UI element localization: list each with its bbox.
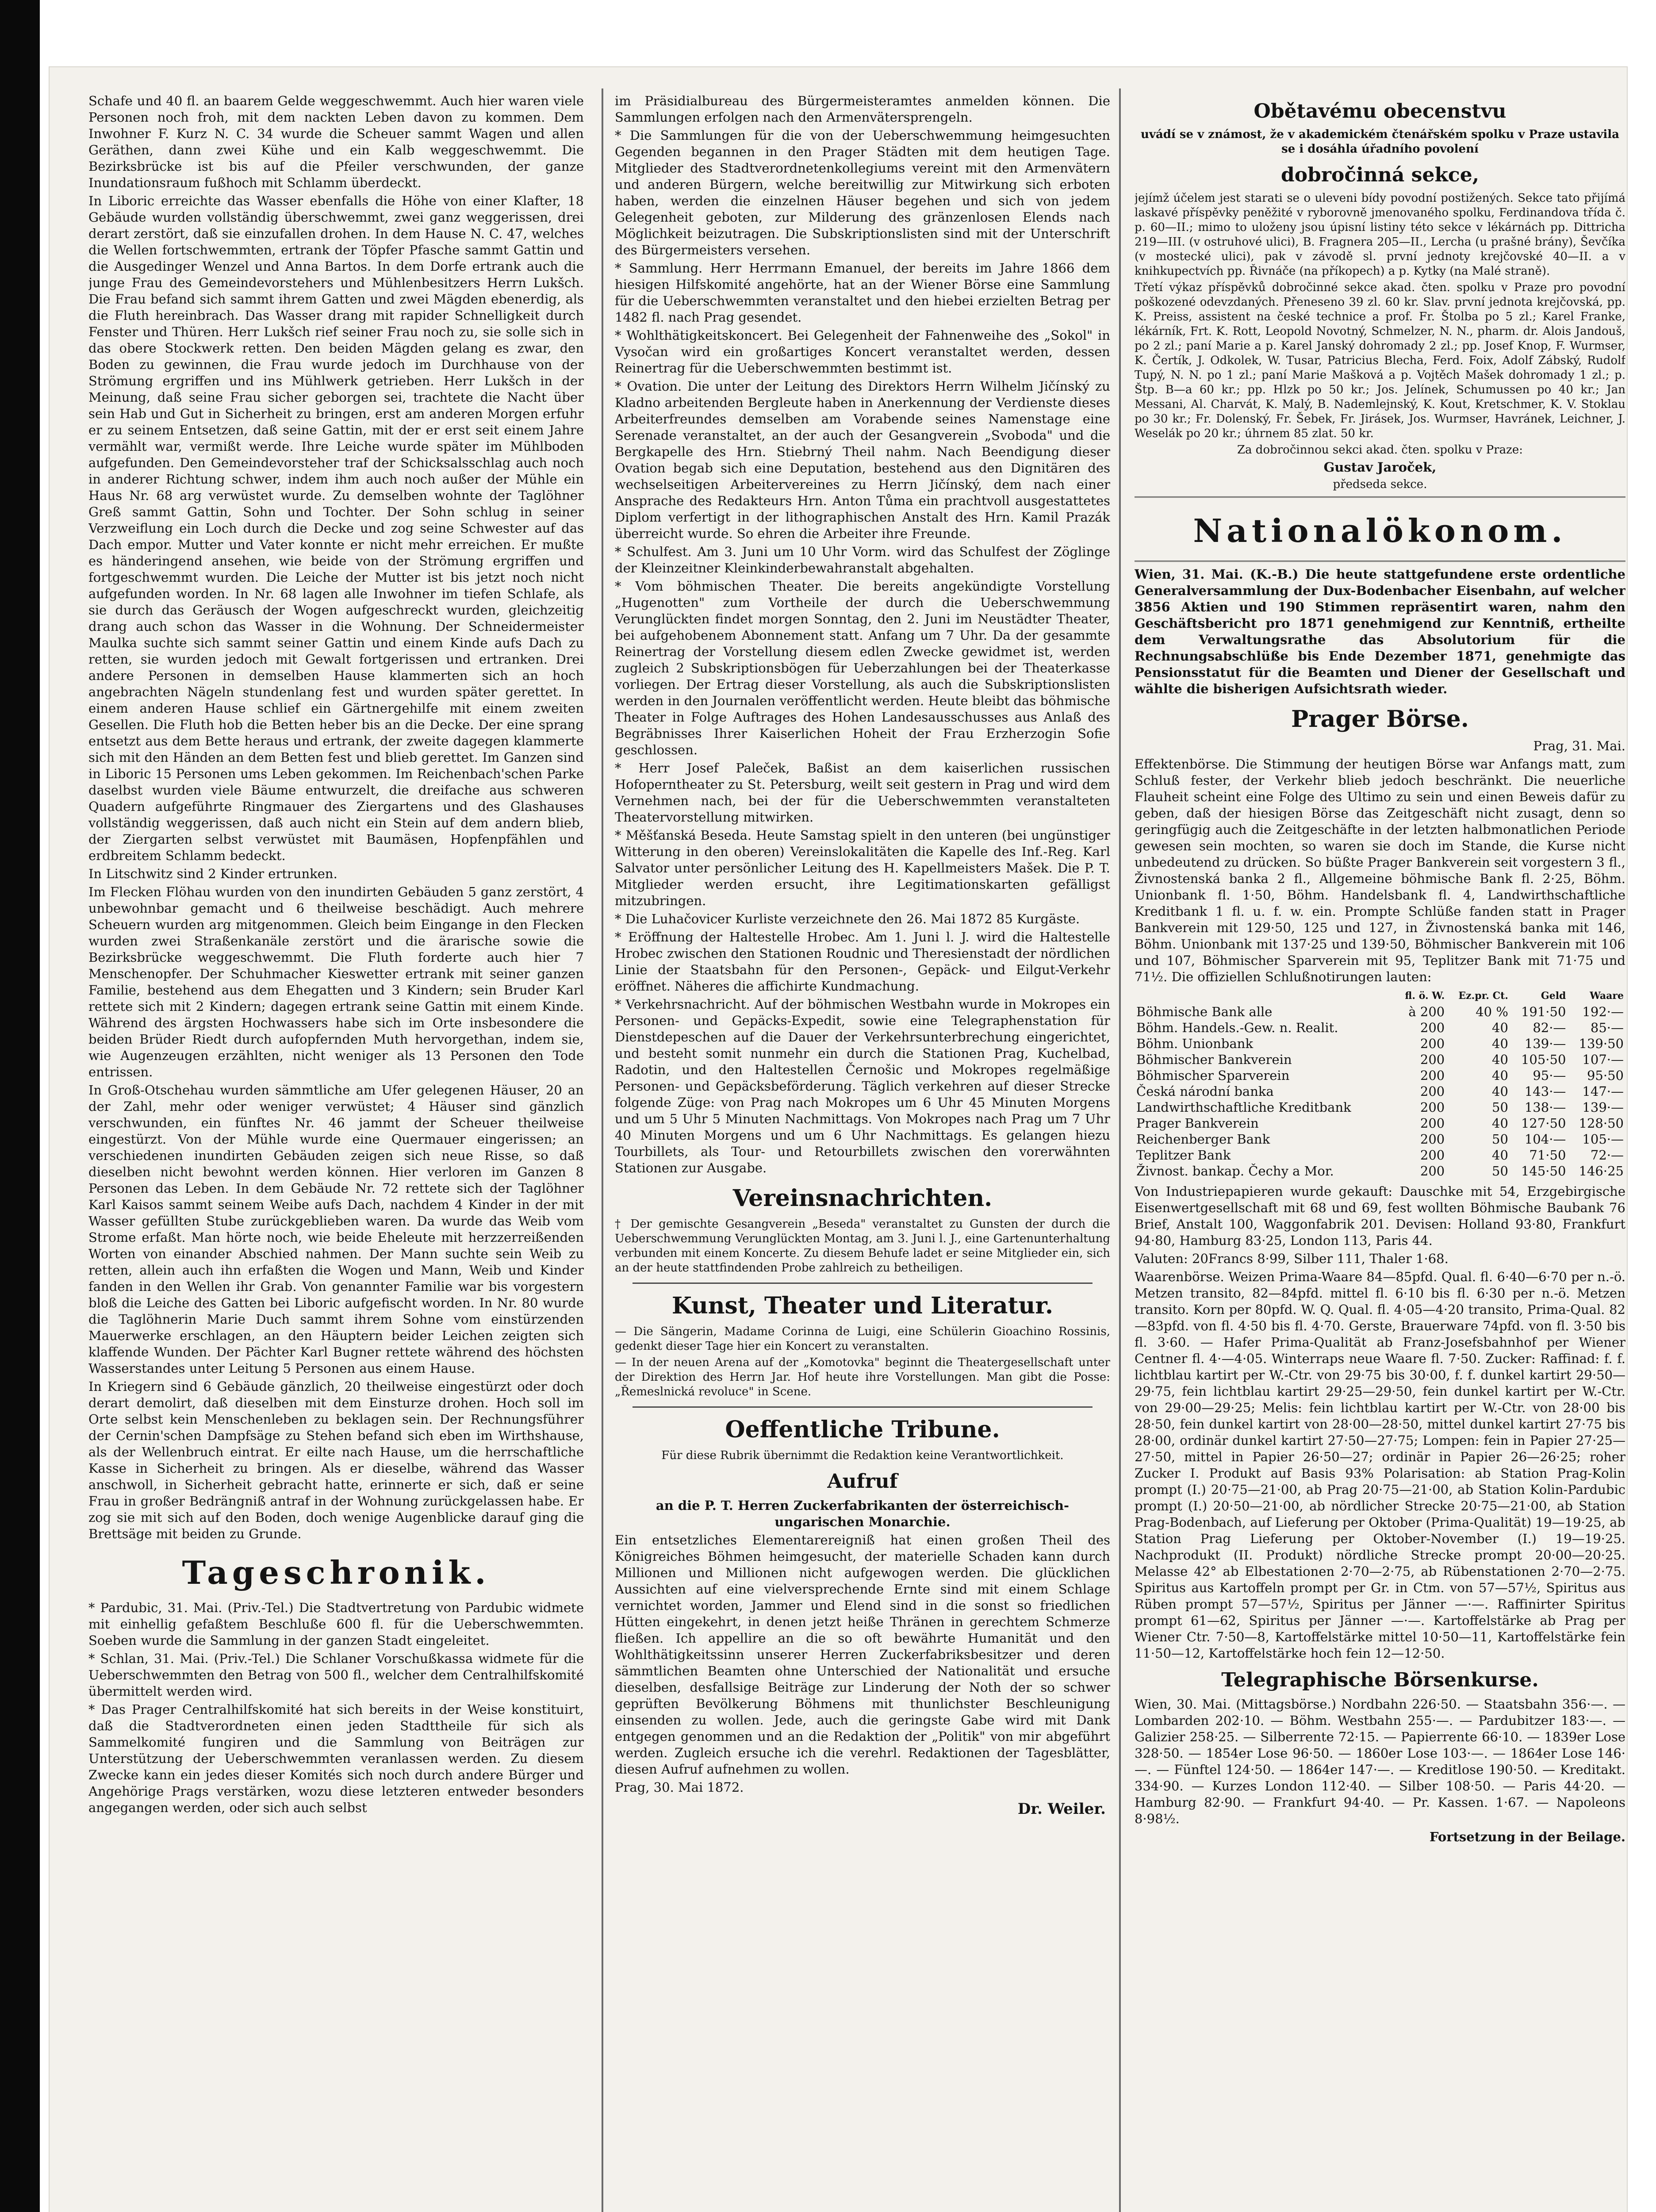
appeal-signature: Dr. Weiler. bbox=[1017, 1800, 1106, 1818]
notice-sign-intro: Za dobročinnou sekci akad. čten. spolku v Praze: bbox=[1237, 443, 1523, 457]
table-cell: 105·50 bbox=[1521, 1052, 1566, 1067]
table-cell: 147·— bbox=[1582, 1084, 1624, 1099]
news-item: — In der neuen Arena auf der „Komotovka" beginnt die Theatergesellschaft unter der Direktion des Herrn Jar. Hof heute ihre Vorstellungen. Man gibt die Posse: „Řemeslnická revoluce" in Scene. bbox=[615, 1356, 1110, 1398]
table-cell: 40 bbox=[1492, 1068, 1508, 1083]
table-cell: 200 bbox=[1420, 1020, 1445, 1035]
section-heading-telegraphic: Telegraphische Börsenkurse. bbox=[1221, 1669, 1539, 1691]
table-header-cell: Ez.pr. Ct. bbox=[1458, 990, 1508, 1002]
appeal-date: Prag, 30. Mai 1872. bbox=[615, 1780, 744, 1795]
scan-edge bbox=[0, 0, 40, 2212]
news-item: * Herr Josef Paleček, Baßist an dem kaiserlichen russischen Hofoperntheater zu St. Petersburg, weilt seit gestern in Prag und wird dem Vernehmen nach, bei der für die Ueberschwemmten veranstalteten Theatervorstellung mitwirken. bbox=[615, 760, 1110, 825]
table-cell: 200 bbox=[1420, 1148, 1445, 1163]
table-cell: 50 bbox=[1492, 1132, 1508, 1147]
table-cell: 85·— bbox=[1590, 1020, 1624, 1035]
table-header-cell: fl. ö. W. bbox=[1405, 990, 1445, 1002]
table-cell: 105·— bbox=[1582, 1132, 1624, 1147]
table-cell: 107·— bbox=[1582, 1052, 1624, 1067]
section-heading-prager-boerse: Prager Börse. bbox=[1291, 706, 1469, 733]
table-cell: 71·50 bbox=[1529, 1148, 1566, 1163]
table-cell: 95·— bbox=[1533, 1068, 1566, 1083]
notice-intro: uvádí se v známost, že v akademickém čtenářském spolku v Praze ustavila se i dosáhla úřadního povolení bbox=[1140, 128, 1620, 156]
table-cell: 128·50 bbox=[1579, 1116, 1624, 1131]
section-heading-vereinsnachrichten: Vereinsnachrichten. bbox=[732, 1185, 993, 1212]
news-item: * Die Luhačovicer Kurliste verzeichnete den 26. Mai 1872 85 Kurgäste. bbox=[615, 911, 1080, 926]
table-cell: 40 bbox=[1492, 1020, 1508, 1035]
notice-body: jejímž účelem jest starati se o uleveni bídy povodní postižených. Sekce tato přijímá laskavé příspěvky peněžité v ryborovně jmenovaného spolku, Ferdinandova třída č. p. 60—II.; mimo to uloženy jsou úpisní listiny této sekce v lékárnách pp. Dittricha 219—III. (v ostruhové ulici), B. Fragnera 205—II., Lercha (u prašné brány), Ševčíka (v mostecké ulici), pak v závodě sl. první jednoty krejčovské 40—II. a v knihkupectvích pp. Řivnáče (na příkopech) a p. Kytky (na Malé straně). bbox=[1135, 192, 1625, 278]
table-row bbox=[1135, 1115, 1625, 1131]
table-cell: 191·50 bbox=[1521, 1004, 1566, 1019]
table-row bbox=[1135, 1131, 1625, 1147]
table-row bbox=[1135, 1004, 1625, 1020]
article-paragraph: In Kriegern sind 6 Gebäude gänzlich, 20 theilweise eingestürzt oder doch derart demolirt, daß dieselben mit dem Einsturze drohen. Hoch soll im Orte selbst kein Menschenleben zu beklagen sein. Der Rechnungsführer der Cernin'schen Dampfsäge zu Stehen befand sich eben im Wirthshause, als der Wellenbruch eintrat. Er eilte nach Hause, um die herrschaftliche Kasse in Sicherheit zu bringen. Als er dieselbe, während das Wasser anschwoll, in Sicherheit gebracht hatte, erinnerte er sich, daß er seine Frau in großer Bedrängniß antraf in der Wohnung zurückgelassen habe. Er zog sie mit sich auf den Boden, doch wenige Augenblicke darauf ging die Brettsäge mit beiden zu Grunde. bbox=[88, 1379, 584, 1541]
editorial-note: Für diese Rubrik übernimmt die Redaktion keine Verantwortlichkeit. bbox=[661, 1449, 1064, 1462]
news-item: * Eröffnung der Haltestelle Hrobec. Am 1. Juni l. J. wird die Haltestelle Hrobec zwischen den Stationen Roudnic und Theresienstadt der nördlichen Linie der Staatsbahn für den Personen-, Gepäck- und Eilgut-Verkehr eröffnet. Näheres die affichirte Kundmachung. bbox=[615, 929, 1110, 994]
news-item: * Pardubic, 31. Mai. (Priv.-Tel.) Die Stadtvertretung von Pardubic widmete mit einhellig gefaßtem Beschluße 600 fl. für die Ueberschwemmten. Soeben wurde die Sammlung in der ganzen Stadt eingeleitet. bbox=[88, 1600, 584, 1648]
table-cell: 82·— bbox=[1533, 1020, 1566, 1035]
table-cell: 200 bbox=[1420, 1052, 1445, 1067]
table-cell: 50 bbox=[1492, 1164, 1508, 1179]
section-heading-tageschronik: Tageschronik. bbox=[182, 1554, 491, 1591]
table-cell: 200 bbox=[1420, 1116, 1445, 1131]
news-item: * Schlan, 31. Mai. (Priv.-Tel.) Die Schlaner Vorschußkassa widmete für die Ueberschwemmten den Betrag von 500 fl., welcher dem Centralhilfskomité übermittelt werden wird. bbox=[88, 1651, 584, 1699]
section-heading-nationaloekonom: Nationalökonom. bbox=[1193, 512, 1567, 549]
table-header-cell: Geld bbox=[1541, 990, 1566, 1002]
table-cell: 40 bbox=[1492, 1052, 1508, 1067]
article-paragraph: Im Flecken Flöhau wurden von den inundirten Gebäuden 5 ganz zerstört, 4 unbewohnbar gemacht und 6 theilweise beschädigt. Auch mehrere Scheuern wurden arg mitgenommen. Gleich beim Eingange in den Flecken wurden zwei Straßenkanäle zerstört und die ärarische sowie die Bezirksbrücke weggeschwemmt. Die Fluth forderte auch hier 7 Menschenopfer. Der Schuhmacher Kieswetter ertrank mit seiner ganzen Familie, bestehend aus dem Ehegatten und 3 Kindern; sein Bruder Karl rettete sich mit 2 Kindern; dagegen ertrank seine Gattin mit einem Kinde. Während des ärgsten Hochwassers habe sich im Orte insbesondere die beiden Brüder Riedt durch aufopfernden Muth hervorgethan, indem sie, wie Augenzeugen erzählten, nicht weniger als 13 Personen den Tode entrissen. bbox=[88, 884, 584, 1079]
notice-title: dobročinná sekce, bbox=[1280, 164, 1480, 186]
divider bbox=[632, 1406, 1092, 1408]
continuation-note: Fortsetzung in der Beilage. bbox=[1429, 1829, 1625, 1844]
table-cell: 200 bbox=[1420, 1084, 1445, 1099]
notice-signature: Gustav Jaroček, bbox=[1323, 460, 1437, 475]
table-cell: 200 bbox=[1420, 1132, 1445, 1147]
column-rule bbox=[602, 88, 603, 2212]
notice-sign-role: předseda sekce. bbox=[1333, 478, 1427, 491]
table-cell: 40 bbox=[1492, 1148, 1508, 1163]
appeal-body: Ein entsetzliches Elementarereigniß hat einen großen Theil des Königreiches Böhmen heimgesucht, der materielle Schaden kann durch Millionen und Millionen nicht aufgewogen werden. Die glücklichen Aussichten auf eine vielversprechende Ernte sind mit einem Schlage vernichtet worden, Jammer und Elend sind in die sonst so friedlichen Hütten eingekehrt, in denen jetzt heiße Thränen in gerechtem Schmerze fließen. Ich appellire an die so oft bewährte Humanität und den Wohlthätigkeitssinn unserer Herren Zuckerfabriksbesitzer und deren sämmtlichen Beamten ohne Unterschied der Nationalität und ersuche dieselben, desfallsige Beiträge zur Linderung der Noth der so schwer geprüften Bevölkerung Böhmens mit thunlichster Beschleunigung einsenden zu wollen. Jede, auch die geringste Gabe wird mit Dank entgegen genommen und an die Redaktion der „Politik" von mir abgeführt werden. Zugleich ersuche ich die verehrl. Redaktionen der Tagesblätter, diesen Aufruf aufnehmen zu wollen. bbox=[615, 1532, 1110, 1777]
table-cell: Böhmische Bank alle bbox=[1136, 1004, 1273, 1019]
table-cell: 138·— bbox=[1524, 1100, 1566, 1115]
dateline: Prag, 31. Mai. bbox=[1533, 738, 1625, 753]
quotes-table bbox=[1135, 988, 1625, 1179]
market-report: Von Industriepapieren wurde gekauft: Dauschke mit 54, Erzgebirgische Eisenwertgesellschaft mit 68 und 69, fest wollten Böhmische Baubank 76 Brief, Anstalt 100, Waggonfabrik 201. Devisen: Holland 93·80, Frankfurt 94·80, Hamburg 83·25, London 113, Paris 44. bbox=[1135, 1184, 1625, 1248]
table-cell: 40 bbox=[1492, 1084, 1508, 1099]
table-cell: 200 bbox=[1420, 1164, 1445, 1179]
appeal-subheading: an die P. T. Herren Zuckerfabrikanten der österreichisch-ungarischen Monarchie. bbox=[656, 1498, 1070, 1529]
article-paragraph: In Litschwitz sind 2 Kinder ertrunken. bbox=[88, 866, 337, 881]
news-item: * Wohlthätigkeitskoncert. Bei Gelegenheit der Fahnenweihe des „Sokol" in Vysočan wird ein großartiges Koncert veranstaltet werden, dessen Reinertrag für die Ueberschwemmten bestimmt ist. bbox=[615, 328, 1110, 376]
table-cell: 104·— bbox=[1524, 1132, 1566, 1147]
table-cell: Česká národní banka bbox=[1136, 1084, 1274, 1099]
column-left bbox=[88, 93, 584, 2212]
news-item: Wien, 31. Mai. (K.-B.) Die heute stattgefundene erste ordentliche Generalversammlung der Dux-Bodenbacher Eisenbahn, auf welcher 3856 Aktien und 190 Stimmen repräsentirt waren, nahm den Geschäftsbericht pro 1871 genehmigend zur Kenntniß, ertheilte dem Verwaltungsrathe das Absolutorium für die Rechnungsabschlüße bis Ende Dezember 1871, genehmigte das Pensionsstatut für die Beamten und Diener der Gesellschaft und wählte die bisherigen Aufsichtsrath wieder. bbox=[1135, 567, 1625, 696]
column-middle bbox=[615, 93, 1110, 2212]
table-row bbox=[1135, 1052, 1625, 1068]
table-row bbox=[1135, 1068, 1625, 1083]
news-item: im Präsidialbureau des Bürgermeisteramtes anmelden können. Die Sammlungen erfolgen nach den Armenvätersprengeln. bbox=[615, 93, 1110, 125]
notice-heading: Obětavému obecenstvu bbox=[1254, 100, 1506, 123]
table-cell: 127·50 bbox=[1521, 1116, 1566, 1131]
table-row bbox=[1135, 1020, 1625, 1036]
news-item: * Das Prager Centralhilfskomité hat sich bereits in der Weise konstituirt, daß die Stadtverordneten einen jeden Stadttheile für sich als Sammelkomité fungiren und die Sammlung von Beiträgen zur Unterstützung der Ueberschwemmten veranlassen werden. Zu diesem Zwecke kann ein jedes dieser Komités sich noch durch andere Bürger und Angehörige Prags verstärken, wozu diese letzteren entweder besonders angegangen werden, oder sich auch selbst bbox=[88, 1702, 584, 1815]
table-cell: 40 % bbox=[1476, 1004, 1508, 1019]
table-cell: 200 bbox=[1420, 1068, 1445, 1083]
news-item: * Verkehrsnachricht. Auf der böhmischen Westbahn wurde in Mokropes ein Personen- und Gepäcks-Expedit, sowie eine Telegraphenstation für Dienstdepeschen auf die Dauer der Verkehrsunterbrechung eingerichtet, und besteht somit nunmehr ein durch die Stationen Prag, Kuchelbad, Radotin, und den Haltestellen Černošic und Mokropes regelmäßige Personen- und Gepäcksbeförderung. Täglich verkehren auf dieser Strecke folgende Züge: von Prag nach Mokropes um 6 Uhr 45 Minuten Morgens und um 5 Uhr 5 Minuten Nachmittags. Von Mokropes nach Prag um 7 Uhr 40 Minuten Morgens und um 6 Uhr Nachmittags. Es gelangen hiezu Tourbillets, als Tour- und Retourbillets zwischen den vorerwähnten Stationen zur Ausgabe. bbox=[615, 997, 1110, 1175]
table-cell: 95·50 bbox=[1587, 1068, 1624, 1083]
table-cell: 40 bbox=[1492, 1036, 1508, 1051]
column-right bbox=[1135, 93, 1625, 2212]
table-row bbox=[1135, 1083, 1625, 1099]
table-cell: 143·— bbox=[1524, 1084, 1566, 1099]
news-item: * Sammlung. Herr Herrmann Emanuel, der bereits im Jahre 1866 dem hiesigen Hilfskomité angehörte, hat an der Wiener Börse eine Sammlung für die Ueberschwemmten veranstaltet und den hiebei erzielten Betrag per 1482 fl. nach Prag gesendet. bbox=[615, 261, 1110, 325]
table-cell: 145·50 bbox=[1521, 1164, 1566, 1179]
section-heading-tribune: Oeffentliche Tribune. bbox=[725, 1416, 1000, 1443]
table-cell: 200 bbox=[1420, 1100, 1445, 1115]
table-cell: Böhm. Handels.-Gew. n. Realit. bbox=[1136, 1020, 1338, 1035]
table-row bbox=[1135, 1036, 1625, 1052]
news-item: — Die Sängerin, Madame Corinna de Luigi, eine Schülerin Gioachino Rossinis, gedenkt dieser Tage hier ein Koncert zu veranstalten. bbox=[615, 1325, 1110, 1353]
market-report: Wien, 30. Mai. (Mittagsbörse.) Nordbahn 226·50. — Staatsbahn 356·—. — Lombarden 202·10. — Böhm. Westbahn 255·—. — Pardubitzer 183·—. — Galizier 258·25. — Silberrente 72·15. — Papierrente 66·10. — 1839er Lose 328·50. — 1854er Lose 96·50. — 1860er Lose 103·—. — 1864er Lose 146·—. — Fünftel 124·50. — 1864er 147·—. — Kreditlose 190·50. — Kreditakt. 334·90. — Kurzes London 112·40. — Silber 108·50. — Paris 44·20. — Hamburg 82·90. — Frankfurt 94·40. — Pr. Kassen. 1·67. — Napoleons 8·98½. bbox=[1135, 1697, 1625, 1826]
news-item: * Schulfest. Am 3. Juni um 10 Uhr Vorm. wird das Schulfest der Zöglinge der Kleinzeitner Kleinkinderbewahranstalt abgehalten. bbox=[615, 544, 1110, 576]
news-item: * Die Sammlungen für die von der Ueberschwemmung heimgesuchten Gegenden begannen in den Prager Städten mit dem heutigen Tage. Mitglieder des Stadtverordnetenkollegiums vereint mit den Armenvätern und anderen Bürgern, welche bereitwillig zur Mitwirkung sich erboten haben, werden die einzelnen Häuser begehen und sich von jedem Gelegenheit geboten, zur Milderung des gränzenlosen Elends nach Möglichkeit beizutragen. Die Subskriptionslisten sind mit der Unterschrift des Bürgermeisters versehen. bbox=[615, 128, 1110, 257]
news-item: * Ovation. Die unter der Leitung des Direktors Herrn Wilhelm Jičínský zu Kladno arbeitenden Bergleute haben in Anerkennung der Verdienste dieses Arbeiterfreundes demselben am Vorabende seines Namenstage eine Serenade veranstaltet, an der auch der Gesangverein „Svoboda" und die Bergkapelle des Hrn. Stiebrný Theil nahm. Nach Beendigung dieser Ovation begab sich eine Deputation, bestehend aus den Dignitären des wechselseitigen Arbeitervereines zu Herrn Jičínský, dem nach einer Ansprache des Redakteurs Hrn. Anton Tůma ein prachtvoll ausgestattetes Diplom verfertigt in der lithographischen Anstalt des Hrn. Kamil Prazák überreicht wurde. So ehren die Arbeiter ihre Freunde. bbox=[615, 379, 1110, 541]
appeal-heading: Aufruf bbox=[827, 1470, 898, 1493]
table-cell: Reichenberger Bank bbox=[1136, 1132, 1270, 1147]
table-cell: Landwirthschaftliche Kreditbank bbox=[1136, 1100, 1351, 1115]
table-cell: 139·50 bbox=[1579, 1036, 1624, 1051]
news-item: * Měšťanská Beseda. Heute Samstag spielt in den unteren (bei ungünstiger Witterung in den oberen) Vereinslokalitäten die Kapelle des Inf.-Reg. Karl Salvator unter persönlicher Leitung des H. Kapellmeisters Mašek. Die P. T. Mitglieder werden ersucht, ihre Legitimationskarten gefälligst mitzubringen. bbox=[615, 828, 1110, 908]
article-paragraph: In Liboric erreichte das Wasser ebenfalls die Höhe von einer Klafter, 18 Gebäude wurden vollständig überschwemmt, zwei ganz weggerissen, drei derart zerstört, daß sie einzufallen drohen. In dem Hause N. C. 47, welches die Wellen fortschwemmten, ertrank der Töpfer Pfasche sammt Gattin und die Ausgedinger Wenzel und Anna Bartos. In dem Dorfe ertrank auch die junge Frau des Gemeindevorstehers und Mühlenbesitzers Herrn Lukšch. Die Frau befand sich sammt ihrem Gatten und zwei Mägden ebenerdig, als die Fluth hereinbrach. Das Wasser drang mit rapider Schnelligkeit durch Fenster und Thüren. Herr Lukšch rief seiner Frau noch zu, sie solle sich in das obere Stockwerk retten. Den beiden Mägden gelang es zwar, den Boden zu gewinnen, die Frau wurde jedoch im Durchhause von der Strömung ergriffen und ins Mühlwerk getrieben. Herr Lukšch in der Meinung, daß seine Frau sicher geborgen sei, trachtete die Nacht über sein Hab und Gut in Sicherheit zu bringen, erst am anderen Morgen erfuhr er zu seinem Entsetzen, daß seine Gattin, mit der er erst seit einem Jahre vermählt war, vermißt werde. Ihre Leiche wurde später im Mühlboden aufgefunden. Den Gemeindevorsteher traf der Schicksalsschlag auch noch in anderer Richtung schwer, indem ihm auch noch außer der Mühle ein Haus Nr. 68 arg verwüstet wurde. Zu demselben wohnte der Taglöhner Greß sammt Gattin, Sohn und Tochter. Der Sohn schlug in seiner Verzweiflung ein Loch durch die Decke und zog seine Schwester auf das Dach empor. Mutter und Vater konnte er nicht mehr erreichen. Er mußte es händeringend ansehen, wie beide von der Strömung ergriffen und fortgeschwemmt wurden. Die Leiche der Mutter ist bis jetzt noch nicht aufgefunden worden. In Nr. 68 lagen alle Inwohner im tiefen Schlafe, als sie durch das Geräusch der Wogen aufgeschreckt wurden, gleichzeitig drang auch schon das Wasser in die Wohnung. Der Schneidermeister Maulka suchte sich sammt seiner Gattin und einem Kinde aufs Dach zu retten, sie wurden jedoch mit Gewalt fortgerissen und ertranken. Drei andere Personen in demselben Hause klammerten sich an hoch angebrachten Nägeln stundenlang fest und wurden später gerettet. In einem anderen Hause schlief ein Gärtnergehilfe mit einem zweiten Gesellen. Die Fluth hob die Betten heber bis an die Decke. Der eine sprang entsetzt aus dem Bette heraus und ertrank, der zweite dagegen klammerte sich mit den Händen an dem Betten fest und blieb gerettet. Im Ganzen sind in Liboric 15 Personen ums Leben gekommen. Im Reichenbach'schen Parke daselbst wurden viele Bäume entwurzelt, die dreifache aus schweren Quadern aufgeführte Ringmauer des Ziergartens und des Glashauses vollständig weggerissen, daß auch nicht ein Stein auf dem andern blieb, der Ziergarten selbst verwüstet mit Baumäsen, Hopfenpfählen und erdbreitem Schlamm bedeckt. bbox=[88, 193, 584, 863]
table-cell: Böhm. Unionbank bbox=[1136, 1036, 1254, 1051]
table-cell: 139·— bbox=[1524, 1036, 1566, 1051]
article-paragraph: Schafe und 40 fl. an baarem Gelde weggeschwemmt. Auch hier waren viele Personen noch froh, mit dem nackten Leben davon zu kommen. Dem Inwohner F. Kurz N. C. 34 wurde die Scheuer sammt Wagen und allen Geräthen, dann zwei Kühe und ein Kalb weggeschwemmt. Die Bezirksbrücke ist bis auf die Pfeiler verschwunden, der ganze Inundationsraum fußhoch mit Schlamm überdeckt. bbox=[88, 93, 584, 190]
table-cell: Böhmischer Sparverein bbox=[1136, 1068, 1290, 1083]
news-item: * Vom böhmischen Theater. Die bereits angekündigte Vorstellung „Hugenotten" zum Vortheile der durch die Ueberschwemmung Verunglückten findet morgen Sonntag, den 2. Juni im Neustädter Theater, bei aufgehobenem Abonnement statt. Anfang um 7 Uhr. Da der gesammte Reinertrag der Vorstellung diesem edlen Zwecke gewidmet ist, werden zugleich 2 Subskriptionsbögen für Ueberzahlungen bei der Theaterkasse vorliegen. Der Ertrag dieser Vorstellung, als auch die Subskriptionslisten werden in den Journalen veröffentlicht werden. Heute bleibt das böhmische Theater in Folge Auftrages des Hohen Landesausschusses aus Anlaß des Begräbnisses Ihrer Kaiserlichen Hoheit der Frau Erzherzogin Sofie geschlossen. bbox=[615, 579, 1110, 757]
table-cell: Živnost. bankap. Čechy a Mor. bbox=[1136, 1164, 1334, 1179]
divider bbox=[632, 1283, 1092, 1284]
article-paragraph: In Groß-Otschehau wurden sämmtliche am Ufer gelegenen Häuser, 20 an der Zahl, mehr oder weniger verwüstet; 4 Häuser sind gänzlich verschwunden, ein fünftes Nr. 46 jammt der Scheuer theilweise eingestürzt. Von der Mühle wurde eine Quermauer eingerissen; an verschiedenen inundirten Gebäuden zeigen sich neue Risse, so daß dieselben nicht bewohnt werden können. Hier verloren im Ganzen 8 Personen das Leben. In dem Gebäude Nr. 72 rettete sich der Taglöhner Karl Kaisos sammt seinem Weibe aufs Dach, nachdem 4 Kinder in der mit Wasser gefüllten Stube zurückgeblieben waren. Da wurde das Weib vom Strome erfaßt. Man hörte noch, wie beide Eheleute mit herzzerreißenden Worten von einander Abschied nahmen. Der Mann suchte sein Weib zu retten, allein auch ihn erfaßten die Wogen und Mann, Weib und Kinder fanden in den Wellen ihr Grab. Von genannter Familie war bis vorgestern bloß die Leiche des Gatten bei Liboric aufgefischt worden. In Nr. 80 wurde die Taglöhnerin Marie Duch sammt ihrem Sohne vom einstürzenden Mauerwerke erschlagen, an den Häuptern beider Leichen zeigten sich klaffende Wunden. Der Pächter Karl Bugner rettete während des höchsten Wasserstandes unter Leitung 5 Personen aus einem Hause. bbox=[88, 1083, 584, 1376]
table-cell: 200 bbox=[1420, 1036, 1445, 1051]
table-header-row bbox=[1135, 988, 1625, 1004]
donation-list: Třetí výkaz příspěvků dobročinné sekce akad. čten. spolku v Praze pro povodní poškozené odevzdaných. Přeneseno 39 zl. 60 kr. Slav. první jednota krejčovská, pp. K. Preiss, assistent na české technice a prof. Fr. Štolba po 5 zl.; Karel Franke, lékárník, Frt. K. Rott, Leopold Novotný, Schmelzer, N. N., pharm. dr. Alois Jandouš, po 2 zl.; paní Marie a p. Karel Janský dohromady 2 zl.; pp. Josef Knop, F. Wurmser, K. Čertík, J. Odkolek, W. Tusar, Patricius Blecha, Ferd. Foix, Adolf Zábský, Rudolf Tupý, N. N. po 1 zl.; paní Marie Mašková a p. Vojtěch Mašek dohromady 1 zl.; p. Štp. B—a 60 kr.; pp. Hlzk po 50 kr.; Jos. Jelínek, Schumussen po 40 kr.; Jan Messani, Al. Charvát, K. Malý, B. Nademlejnský, K. Kout, Kretschmer, K. V. Stoklau po 30 kr.; Fr. Dolenský, Fr. Šebek, Fr. Jirásek, Jos. Wurmser, Havránek, Leichner, J. Weselák po 20 kr.; úhrnem 85 zlat. 50 kr. bbox=[1135, 281, 1625, 440]
market-report: Valuten: 20Francs 8·99, Silber 111, Thaler 1·68. bbox=[1135, 1251, 1449, 1266]
table-cell: 40 bbox=[1492, 1116, 1508, 1131]
table-cell: Böhmischer Bankverein bbox=[1136, 1052, 1292, 1067]
section-box bbox=[1135, 496, 1625, 562]
table-body bbox=[1135, 1004, 1625, 1179]
table-header-cell bbox=[1135, 988, 1395, 1004]
column-rule bbox=[1119, 88, 1121, 2212]
news-item: † Der gemischte Gesangverein „Beseda" veranstaltet zu Gunsten der durch die Ueberschwemmung Verunglückten Montag, am 3. Juni l. J., eine Gartenunterhaltung verbunden mit einem Koncerte. Zu diesem Behufe ladet er seine Mitglieder ein, sich an der heute stattfindenden Probe zahlreich zu betheiligen. bbox=[615, 1217, 1110, 1275]
table-cell: Prager Bankverein bbox=[1136, 1116, 1259, 1131]
market-report: Waarenbörse. Weizen Prima-Waare 84—85pfd. Qual. fl. 6·40—6·70 per n.-ö. Metzen transito, 82—84pfd. mittel fl. 6·10 bis fl. 6·30 per n.-ö. Metzen transito. Korn per 80pfd. W. Q. Qual. fl. 4·05—4·20 transito, Prima-Qual. 82—83pfd. von fl. 4·50 bis fl. 4·70. Gerste, Brauerware 74pfd. von fl. 3·50 bis fl. 3·60. — Hafer Prima-Qualität ab Franz-Josefsbahnhof per Wiener Centner fl. 4·—4·05. Winterraps neue Waare fl. 7·50. Zucker: Raffinad: f. f. lichtblau kartirt per W.-Ctr. von 29·75 bis 30·00, f. f. dunkel kartirt 29·50—29·75, fein lichtblau kartirt 29·25—29·50, fein dunkel kartirt per W.-Ctr. von 29·00—29·25; Melis: fein lichtblau kartirt per W.-Ctr. von 28·00 bis 28·50, fein dunkel kartirt von 28·00—28·50, mittel dunkel kartirt 27·75 bis 28·00, ordinär dunkel kartirt 27·50—27·75; Lompen: fein in Papier 27·25—27·50, mittel in Papier 26·50—27; ordinär in Papier 26—26·25; roher Zucker I. Produkt auf Basis 93% Polarisation: ab Station Prag-Kolin prompt (I.) 20·75—21·00, ab Prag 20·75—21·00, ab Station Kolin-Pardubic prompt (I.) 20·50—21·00, ab nördlicher Strecke 20·75—21·00, ab Station Prag-Bodenbach, auf Lieferung per Oktober (Prima-Qualität) 19—19·25, ab Station Prag Lieferung per Oktober-November (I.) 19—19·25. Nachprodukt (II. Produkt) nördliche Strecke prompt 20·00—20·25. Melasse 42° ab Elbestationen 2·70—2·75, ab Rübenstationen 2·70—2·75. Spiritus aus Kartoffeln prompt per Gr. in Ctm. von 57—57½, Spiritus aus Rüben prompt 57—57½, Spiritus per Jänner —·—. Raffinirter Spiritus prompt 61—62, Spiritus per Jänner —·—. Kartoffelstärke ab Prag per Wiener Ctr. 7·50—8, Kartoffelstärke mittel 10·50—11, Kartoffelstärke fein 11·50—12, Kartoffelstärke hoch fein 12—12·50. bbox=[1135, 1269, 1625, 1661]
table-header-cell: Waare bbox=[1590, 990, 1624, 1002]
table-cell: 146·25 bbox=[1579, 1164, 1624, 1179]
market-report: Effektenbörse. Die Stimmung der heutigen Börse war Anfangs matt, zum Schluß fester, der Verkehr blieb jedoch beschränkt. Die neuerliche Flauheit scheint eine Folge des Ultimo zu sein und einen Beweis dafür zu geben, daß der hiesigen Börse das Zeitgeschäft nicht zusagt, denn so geringfügig auch die Zeitgeschäfte in der letzten halbmonatlichen Periode gewesen sein mochten, so waren sie doch im Stande, die Kurse nicht unbedeutend zu drücken. So büßte Prager Bankverein seit vorgestern 3 fl., Živnostenská banka 2 fl., Allgemeine böhmische Bank fl. 2·25, Böhm. Unionbank fl. 1·50, Böhm. Handelsbank fl. 4, Landwirthschaftliche Kreditbank 1 fl. u. f. w. ein. Prompte Schlüße fanden statt in Prager Bankverein mit 129·50, 125 und 127, in Živnostenská banka mit 146, Böhm. Unionbank mit 137·25 und 139·50, Böhmischer Bankverein mit 106 und 107, Böhmischer Sparverein mit 95, Teplitzer Bank mit 71·75 und 71½. Die offiziellen Schlußnotirungen lauten: bbox=[1135, 757, 1625, 984]
table-cell: à 200 bbox=[1408, 1004, 1445, 1019]
section-heading-kunst: Kunst, Theater und Literatur. bbox=[671, 1292, 1054, 1319]
table-cell: 50 bbox=[1492, 1100, 1508, 1115]
table-row bbox=[1135, 1147, 1625, 1163]
table-cell: 139·— bbox=[1582, 1100, 1624, 1115]
table-cell: Teplitzer Bank bbox=[1136, 1148, 1231, 1163]
table-cell: 72·— bbox=[1590, 1148, 1624, 1163]
table-row bbox=[1135, 1163, 1625, 1179]
table-row bbox=[1135, 1099, 1625, 1115]
table-cell: 192·— bbox=[1582, 1004, 1624, 1019]
